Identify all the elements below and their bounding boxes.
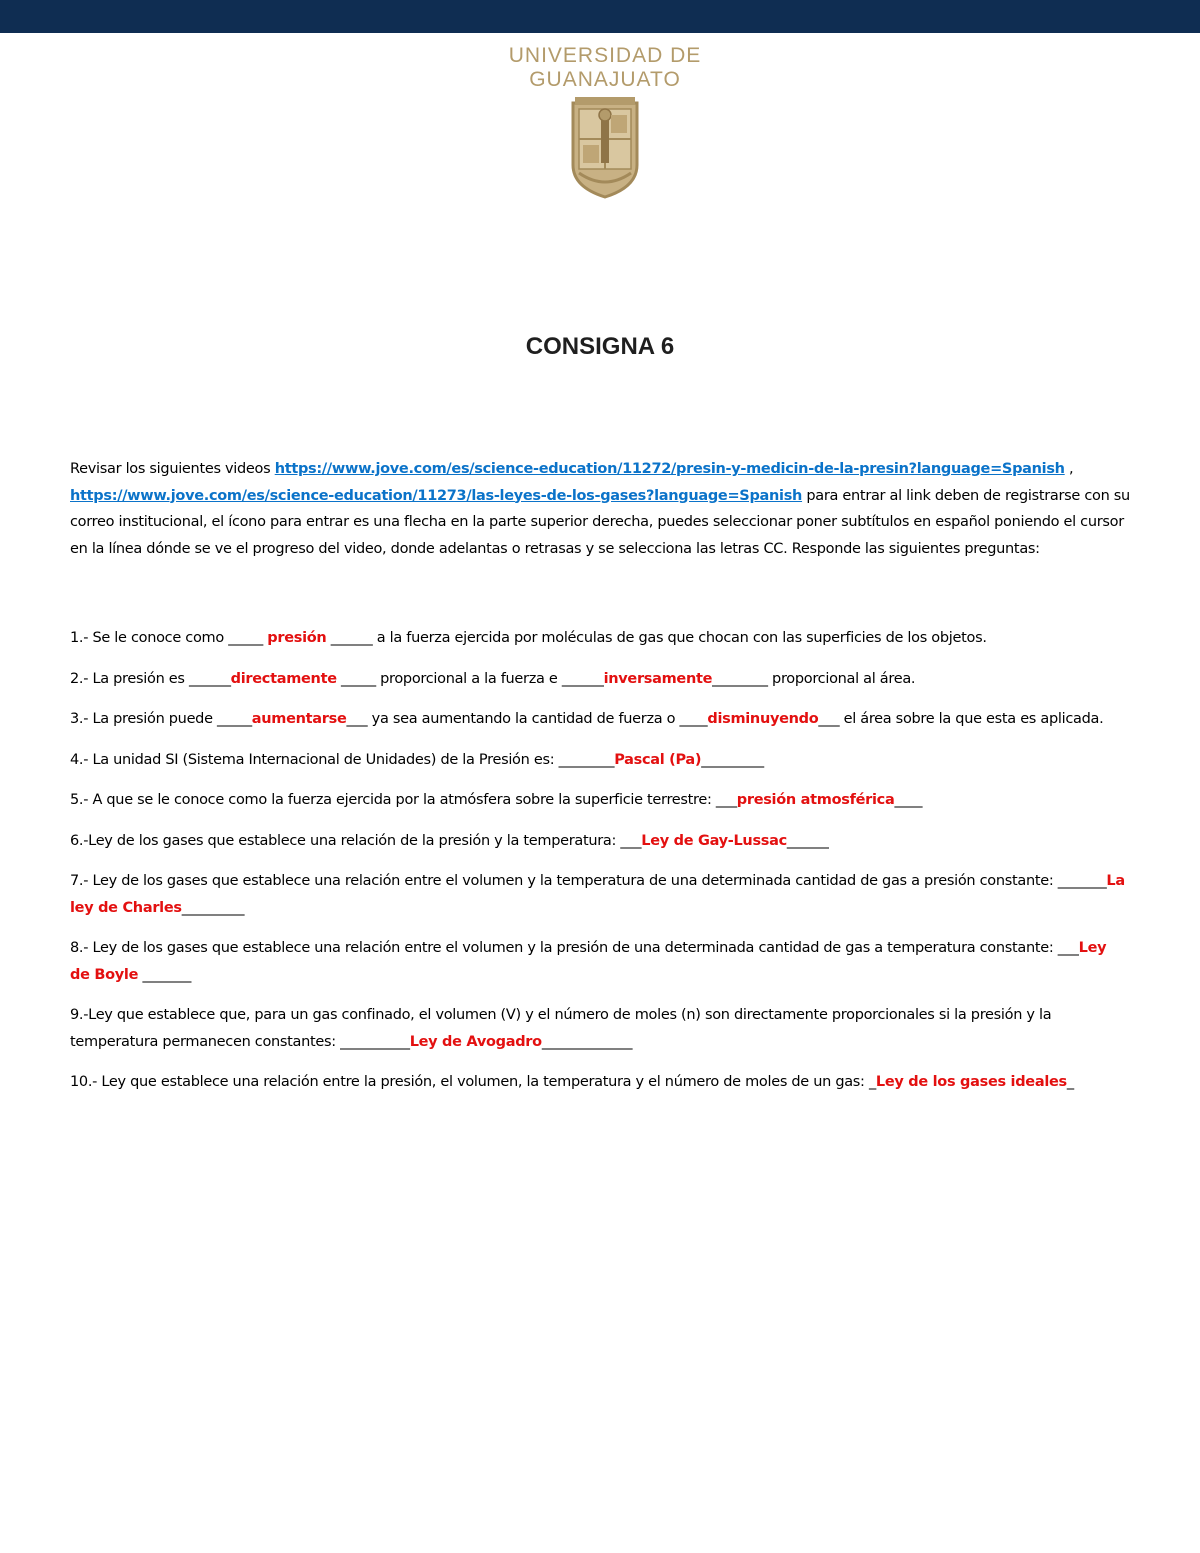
question-text: ____	[894, 792, 923, 808]
question-text: _____________	[541, 1033, 633, 1050]
answer: Ley de los gases ideales	[875, 1074, 1067, 1090]
question-text: ___ ya sea aumentando la cantidad de fuerza o ____	[346, 711, 708, 727]
answer: Ley de Boyle	[70, 940, 1107, 983]
answer: directamente	[230, 670, 337, 687]
question-text: 3.- La presión puede _____	[70, 711, 252, 727]
question-text: _______	[138, 966, 192, 983]
page-title: CONSIGNA 6	[525, 333, 675, 360]
question-8	[70, 935, 1130, 988]
intro-suffix: para entrar al link deben de registrarse con su correo institucional, el ícono para entrar es una flecha en la parte superior derecha, puedes seleccionar poner subtítulos en español poniendo el cursor en la línea dónde se ve el progreso del video, donde adelantas o retrasas y se selecciona las letras CC. Responde las siguientes preguntas:	[70, 487, 1130, 557]
question-text: ______	[786, 832, 829, 849]
question-2	[70, 666, 1130, 693]
question-text: 4.- La unidad SI (Sistema Internacional de Unidades) de la Presión es: ________	[70, 751, 615, 768]
question-7	[70, 868, 1130, 921]
top-bar	[0, 0, 1200, 33]
intro-prefix: Revisar los siguientes videos	[70, 461, 275, 477]
document-body	[70, 456, 1130, 1096]
answer: disminuyendo	[707, 711, 819, 727]
question-text: 8.- Ley de los gases que establece una relación entre el volumen y la presión de una determinada cantidad de gas a temperatura constante: ___	[70, 940, 1079, 956]
answer: Ley de Gay-Lussac	[641, 832, 787, 849]
university-name-line2: GUANAJUATO	[529, 68, 681, 91]
university-logo	[505, 44, 705, 196]
intro-paragraph	[70, 456, 1130, 562]
answer: presión atmosférica	[736, 792, 895, 808]
question-text: 9.-Ley que establece que, para un gas confinado, el volumen (V) y el número de moles (n) son directamente proporcionales si la presión y la temperatura permanecen constantes: __________	[70, 1007, 1052, 1050]
question-text: _____ proporcional a la fuerza e ______	[336, 670, 604, 687]
question-5	[70, 787, 1130, 814]
university-name-line1: UNIVERSIDAD DE	[508, 44, 702, 67]
question-text: 2.- La presión es ______	[70, 670, 231, 687]
answer: Pascal (Pa)	[614, 751, 702, 768]
answer: La ley de Charles	[70, 873, 1125, 916]
intro-separator: ,	[1064, 461, 1074, 477]
question-list	[70, 625, 1130, 1096]
question-3	[70, 706, 1130, 733]
question-10	[70, 1069, 1130, 1096]
video-link-2[interactable]: https://www.jove.com/es/science-education/11273/las-leyes-de-los-gases?language=Spanish	[70, 487, 803, 504]
question-text: 10.- Ley que establece una relación entre la presión, el volumen, la temperatura y el número de moles de un gas: _	[70, 1074, 876, 1090]
question-text: 5.- A que se le conoce como la fuerza ejercida por la atmósfera sobre la superficie terrestre: ___	[70, 792, 737, 808]
question-1	[70, 625, 1130, 652]
question-text: _	[1066, 1074, 1074, 1090]
answer: presión	[267, 630, 327, 646]
question-9	[70, 1002, 1130, 1055]
question-text: ________ proporcional al área.	[712, 670, 916, 687]
question-text: _________	[181, 899, 245, 916]
question-6	[70, 828, 1130, 855]
answer: inversamente	[603, 670, 713, 687]
answer: aumentarse	[251, 711, 347, 727]
question-4	[70, 747, 1130, 774]
question-text: ______ a la fuerza ejercida por moléculas de gas que chocan con las superficies de los objetos.	[326, 630, 987, 646]
question-text: _________	[701, 751, 764, 768]
university-shield-icon	[569, 95, 641, 199]
video-link-1[interactable]: https://www.jove.com/es/science-education/11272/presin-y-medicin-de-la-presin?language=Spanish	[274, 461, 1065, 477]
question-text: 6.-Ley de los gases que establece una relación de la presión y la temperatura: ___	[70, 832, 642, 849]
question-text: 7.- Ley de los gases que establece una relación entre el volumen y la temperatura de una determinada cantidad de gas a presión constante: _______	[70, 873, 1107, 889]
answer: Ley de Avogadro	[409, 1033, 542, 1050]
question-text: 1.- Se le conoce como _____	[70, 630, 268, 646]
question-text: ___ el área sobre la que esta es aplicada.	[818, 711, 1104, 727]
